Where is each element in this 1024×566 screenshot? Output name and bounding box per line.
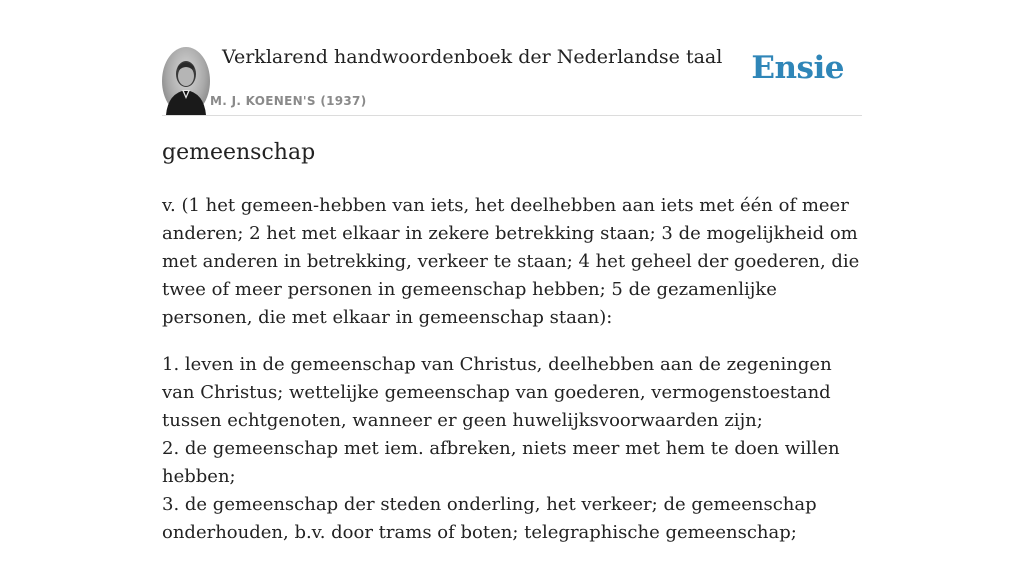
entry-senses: [162, 351, 862, 547]
sense-2: 2. de gemeenschap met iem. afbreken, niets meer met hem te doen willen hebben;: [162, 438, 840, 487]
sense-1: 1. leven in de gemeenschap van Christus, deelhebben aan de zegeningen van Christus; wettelijke gemeenschap van goederen, vermogenstoestand tussen echtgenoten, wanneer er geen huwelijksvoorwaarden zijn;: [162, 354, 832, 431]
sense-3: 3. de gemeenschap der steden onderling, het verkeer; de gemeenschap onderhouden, b.v. door trams of boten; telegraphische gemeenschap;: [162, 494, 817, 543]
entry-definition: v. (1 het gemeen-hebben van iets, het deelhebben aan iets met één of meer anderen; 2 het met elkaar in zekere betrekking staan; 3 de mogelijkheid om met anderen in betrekking, verkeer te staan; 4 het geheel der goederen, die twee of meer personen in gemeenschap hebben; 5 de gezamenlijke personen, die met elkaar in gemeenschap staan):: [162, 195, 860, 328]
author-portrait: [162, 47, 210, 115]
entry-headword: gemeenschap: [162, 140, 316, 165]
portrait-image: [162, 47, 210, 115]
entry-content: [162, 192, 862, 566]
dictionary-title: Verklarend handwoordenboek der Nederlandse taal: [222, 46, 723, 68]
site-header: [162, 40, 862, 116]
ensie-logo[interactable]: Ensie: [751, 50, 844, 86]
dictionary-edition: M. J. KOENEN'S (1937): [210, 94, 367, 108]
